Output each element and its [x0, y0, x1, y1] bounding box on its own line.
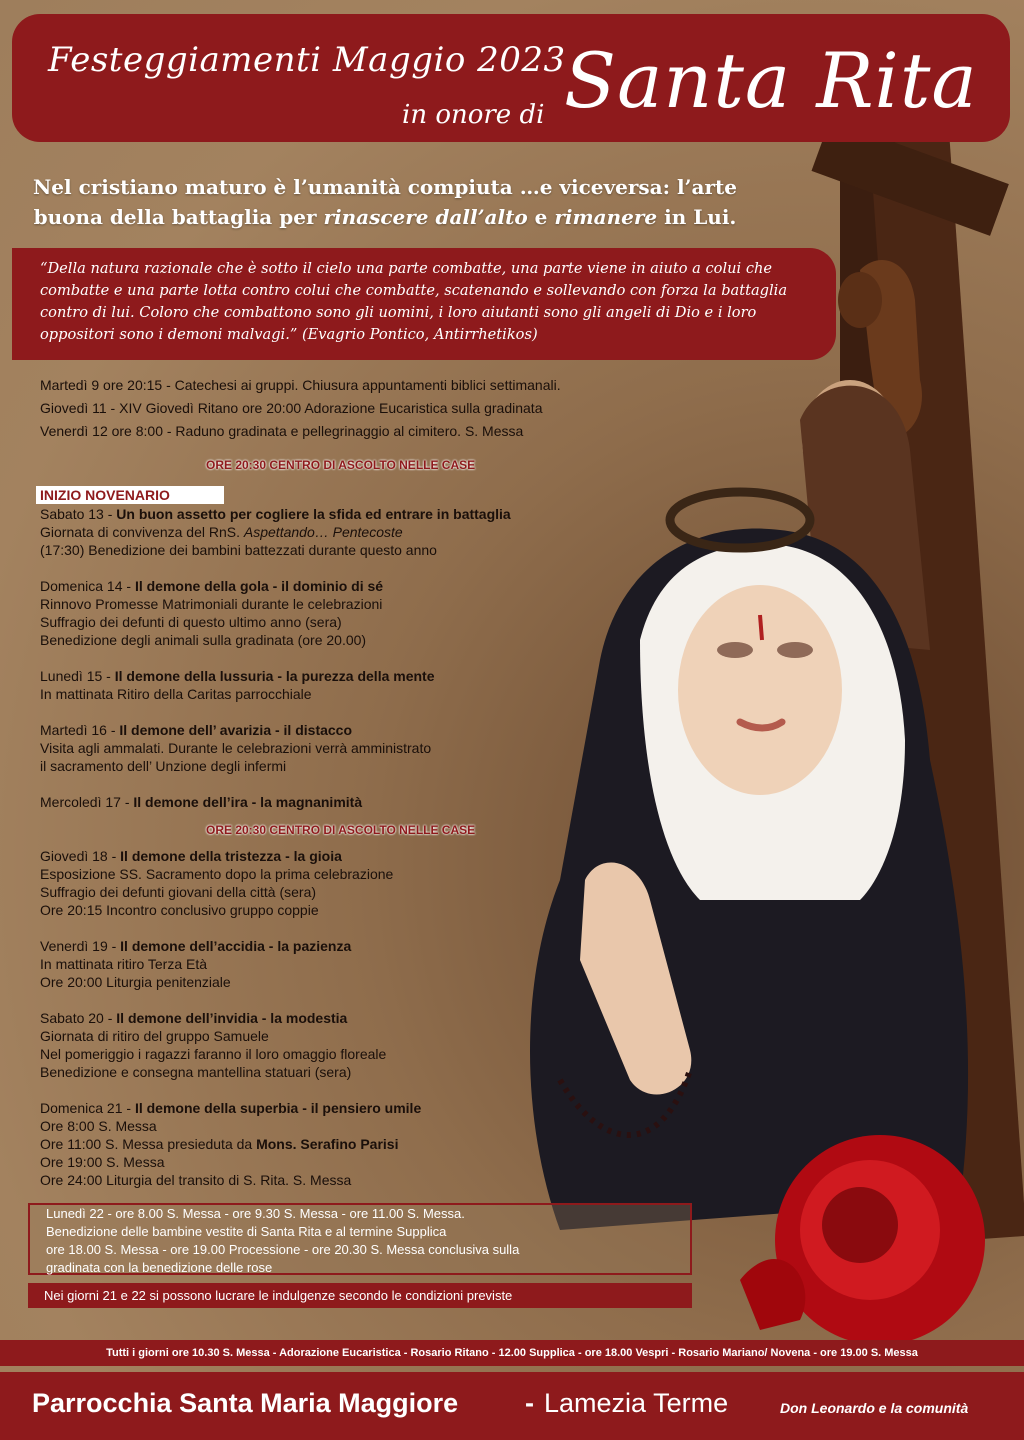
quote-box: [12, 248, 836, 360]
box22-line: Benedizione delle bambine vestite di Santa Rita e al termine Supplica: [46, 1224, 447, 1239]
day-label: Sabato 13 -: [40, 506, 117, 522]
day-label: Sabato 20 -: [40, 1010, 117, 1026]
day-theme: Il demone dell’invidia - la modestia: [116, 1010, 348, 1026]
day-line-part: Ore 11:00 S. Messa presieduta da: [40, 1136, 257, 1152]
header-banner: [12, 14, 1010, 142]
intro-motto: [20, 172, 750, 232]
footer-banner: [0, 1372, 1024, 1440]
day-theme: Il demone della gola - il dominio di sé: [134, 578, 384, 594]
day-title: [40, 577, 383, 595]
day-line: Ore 8:00 S. Messa: [40, 1118, 157, 1134]
box22-line: ore 18.00 S. Messa - ore 19.00 Processione - ore 20.30 S. Messa conclusiva sulla: [46, 1242, 520, 1257]
signature: Don Leonardo e la comunità: [780, 1400, 969, 1416]
box22-line: Lunedì 22 - ore 8.00 S. Messa - ore 9.30 S. Messa - ore 11.00 S. Messa.: [46, 1206, 465, 1221]
intro-line2-part: buona della battaglia per: [33, 205, 324, 229]
daily-schedule-bar: Tutti i giorni ore 10.30 S. Messa - Adorazione Eucaristica - Rosario Ritano - 12.00 Supplica - ore 18.00 Vespri - Rosario Mariano/ Novena - ore 19.00 S. Messa: [0, 1340, 1024, 1366]
day-theme: Il demone dell’ira - la magnanimità: [133, 794, 363, 810]
day-line: In mattinata Ritiro della Caritas parrocchiale: [40, 686, 312, 702]
intro-line1: Nel cristiano maturo è l’umanità compiuta …e viceversa: l’arte: [33, 175, 737, 199]
day-title: [40, 847, 342, 865]
day-line: In mattinata ritiro Terza Età: [40, 956, 208, 972]
day-theme: Il demone della tristezza - la gioia: [120, 848, 342, 864]
day-theme: Un buon assetto per cogliere la sfida ed entrare in battaglia: [116, 506, 511, 522]
day-label: Venerdì 19 -: [40, 938, 121, 954]
day-line: Suffragio dei defunti giovani della città (sera): [40, 884, 317, 900]
day-line: Ore 20:15 Incontro conclusivo gruppo coppie: [40, 902, 319, 918]
day-label: Giovedì 18 -: [40, 848, 121, 864]
day-line: Benedizione e consegna mantellina statuari (sera): [40, 1064, 352, 1080]
day-line: Ore 19:00 S. Messa: [40, 1154, 165, 1170]
intro-line2-part: e: [527, 205, 555, 229]
day-line: Esposizione SS. Sacramento dopo la prima celebrazione: [40, 866, 394, 882]
day-theme: Il demone della lussuria - la purezza della mente: [114, 668, 435, 684]
day-line: (17:30) Benedizione dei bambini battezzati durante questo anno: [40, 542, 437, 558]
city-name: Lamezia Terme: [544, 1388, 729, 1418]
day-label: Lunedì 15 -: [40, 668, 115, 684]
intro-line2-italic: rimanere: [554, 205, 658, 229]
parish-name: Parrocchia Santa Maria Maggiore: [32, 1388, 459, 1418]
day-title: [40, 505, 511, 523]
ascolto-label: ORE 20:30 CENTRO DI ASCOLTO NELLE CASE: [206, 458, 476, 472]
day-line: Rinnovo Promesse Matrimoniali durante le celebrazioni: [40, 596, 383, 612]
day-title: [40, 937, 351, 955]
day-line: Suffragio dei defunti di questo ultimo anno (sera): [40, 614, 342, 630]
day-label: Domenica 21 -: [40, 1100, 135, 1116]
day-line-part: Giornata di convivenza del RnS.: [40, 524, 244, 540]
day-label: Domenica 14 -: [40, 578, 135, 594]
day-label: Mercoledì 17 -: [40, 794, 134, 810]
indulgences-note: Nei giorni 21 e 22 si possono lucrare le indulgenze secondo le condizioni previste: [28, 1283, 692, 1308]
day-line: Giornata di ritiro del gruppo Samuele: [40, 1028, 269, 1044]
monday-22-box: [28, 1203, 692, 1275]
day-line: Ore 24:00 Liturgia del transito di S. Rita. S. Messa: [40, 1172, 352, 1188]
day-title: [40, 793, 362, 811]
celebrant-name: Mons. Serafino Parisi: [256, 1136, 399, 1152]
day-title: [40, 1099, 421, 1117]
schedule-line: Giovedì 11 - XIV Giovedì Ritano ore 20:00 Adorazione Eucaristica sulla gradinata: [40, 400, 543, 416]
intro-line2-italic: rinascere dall’alto: [323, 205, 528, 229]
day-title: [40, 721, 352, 739]
header-dedication: in onore di: [402, 100, 545, 130]
day-line: [40, 523, 403, 541]
day-line: Benedizione degli animali sulla gradinata (ore 20.00): [40, 632, 367, 648]
intro-line2-part: in Lui.: [657, 205, 737, 229]
day-title: [40, 667, 435, 685]
day-line-italic: Aspettando… Pentecoste: [243, 524, 403, 540]
day-line: Nel pomeriggio i ragazzi faranno il loro omaggio floreale: [40, 1046, 387, 1062]
day-line: Ore 20:00 Liturgia penitenziale: [40, 974, 231, 990]
day-line: [40, 1135, 398, 1153]
ascolto-label: ORE 20:30 CENTRO DI ASCOLTO NELLE CASE: [206, 823, 476, 837]
day-line: Visita agli ammalati. Durante le celebrazioni verrà amministrato: [40, 740, 432, 756]
day-theme: Il demone della superbia - il pensiero umile: [134, 1100, 422, 1116]
day-theme: Il demone dell’ avarizia - il distacco: [119, 722, 353, 738]
day-line: il sacramento dell’ Unzione degli infermi: [40, 758, 287, 774]
header-subtitle: Festeggiamenti Maggio 2023: [48, 40, 566, 80]
day-label: Martedì 16 -: [40, 722, 120, 738]
box22-line: gradinata con la benedizione delle rose: [46, 1260, 273, 1275]
footer-separator: -: [525, 1388, 534, 1418]
day-theme: Il demone dell’accidia - la pazienza: [120, 938, 352, 954]
schedule-line: Martedì 9 ore 20:15 - Catechesi ai gruppi. Chiusura appuntamenti biblici settimanali.: [40, 377, 561, 393]
novenario-label: INIZIO NOVENARIO: [36, 486, 224, 504]
schedule-line: Venerdì 12 ore 8:00 - Raduno gradinata e pellegrinaggio al cimitero. S. Messa: [40, 423, 524, 439]
quote-text: “Della natura razionale che è sotto il cielo una parte combatte, una parte viene in aiuto a colui che combatte e una parte lotta contro colui che combatte, scatenando e sollevando con forza la battaglia contro di lui. Coloro che combattono sono gli uomini, i loro aiutanti sono gli angeli di Dio e i loro oppositori sono i demoni malvagi.” (Evagrio Pontico, Antirrhetikos): [40, 260, 788, 343]
page-title: Santa Rita: [564, 36, 978, 125]
day-title: [40, 1009, 347, 1027]
